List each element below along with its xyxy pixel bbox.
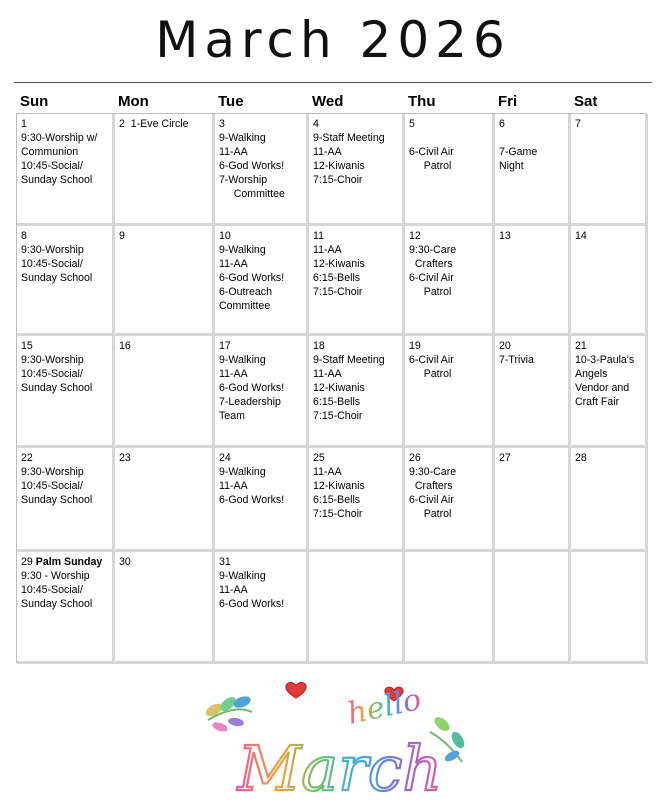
- day-number: 27: [499, 452, 511, 464]
- day-cell-sun: [17, 226, 115, 336]
- event-text: 10:45-Social/: [21, 160, 83, 172]
- event-text: 7:15-Choir: [313, 174, 363, 186]
- day-number: 1: [21, 118, 27, 130]
- title-divider: [14, 82, 652, 83]
- event-text: 6-Outreach: [219, 286, 272, 298]
- event-text: 11-AA: [219, 146, 248, 158]
- day-number: 31: [219, 556, 231, 568]
- heart-icon: [286, 682, 306, 698]
- day-number: 7: [575, 118, 581, 130]
- event-text: 10-3-Paula's: [575, 354, 635, 366]
- event-text: 6-Civil Air: [409, 272, 454, 284]
- event-text: 11-AA: [313, 466, 342, 478]
- event-text: 10:45-Social/: [21, 584, 83, 596]
- event-text: 9:30-Care: [409, 244, 457, 256]
- day-cell-fri: [495, 114, 571, 226]
- event-text: Sunday School: [21, 598, 93, 610]
- day-cell-wed: [309, 226, 405, 336]
- day-cell-wed: [309, 336, 405, 448]
- event-text: 10:45-Social/: [21, 368, 83, 380]
- day-number: 10: [219, 230, 231, 242]
- march-text: March: [237, 732, 443, 805]
- event-text: Angels: [575, 368, 608, 380]
- day-cell-tue: [215, 336, 309, 448]
- day-number: 12: [409, 230, 421, 242]
- weekday-header: [16, 92, 648, 112]
- event-text: 9-Walking: [219, 244, 266, 256]
- day-number: 29: [21, 556, 33, 568]
- day-cell-sat: [571, 226, 648, 336]
- holiday-label: Palm Sunday: [35, 556, 103, 568]
- day-number: 17: [219, 340, 231, 352]
- event-text: 7:15-Choir: [313, 286, 363, 298]
- event-text: 6:15-Bells: [313, 272, 361, 284]
- day-cell-fri: [495, 448, 571, 552]
- page-title: March 2026: [155, 11, 511, 69]
- event-text: 9-Walking: [219, 132, 266, 144]
- weekday-sat: Sat: [574, 93, 598, 110]
- day-cell-thu: [405, 336, 495, 448]
- day-number: 22: [21, 452, 33, 464]
- event-text: Patrol: [409, 286, 452, 298]
- day-number: 14: [575, 230, 587, 242]
- day-cell-mon: [115, 114, 215, 226]
- event-text: 9:30-Worship: [21, 244, 84, 256]
- event-text: 9-Walking: [219, 466, 266, 478]
- day-number: 4: [313, 118, 319, 130]
- day-cell-sun: [17, 552, 115, 664]
- event-text: Sunday School: [21, 272, 93, 284]
- day-cell-thu: [405, 226, 495, 336]
- day-cell-tue: [215, 448, 309, 552]
- hello-text: hello: [344, 682, 425, 732]
- event-text: 6-God Works!: [219, 382, 285, 394]
- day-number: 11: [313, 230, 324, 242]
- day-cell-tue: [215, 114, 309, 226]
- event-text: [409, 131, 492, 145]
- event-text: 6:15-Bells: [313, 494, 361, 506]
- event-text: 11-AA: [219, 368, 248, 380]
- day-cell-thu: [405, 552, 495, 664]
- day-cell-fri: [495, 226, 571, 336]
- weekday-thu: Thu: [408, 93, 436, 110]
- day-cell-thu: [405, 114, 495, 226]
- event-text: 6-Civil Air: [409, 494, 454, 506]
- day-cell-sun: [17, 448, 115, 552]
- event-text: 9-Walking: [219, 570, 266, 582]
- day-number: 8: [21, 230, 27, 242]
- event-text: 10:45-Social/: [21, 480, 83, 492]
- day-cell-fri: [495, 336, 571, 448]
- event-text: 7-Game: [499, 146, 538, 158]
- day-number: 5: [409, 118, 415, 130]
- event-text: 12-Kiwanis: [313, 160, 365, 172]
- event-text: 9:30-Worship: [21, 354, 84, 366]
- event-text: Communion: [21, 146, 79, 158]
- day-cell-mon: [115, 448, 215, 552]
- event-text: 7-Trivia: [499, 354, 534, 366]
- event-text: Night: [499, 160, 524, 172]
- event-text: Crafters: [409, 258, 453, 270]
- event-text: 10:45-Social/: [21, 258, 83, 270]
- day-cell-sat: [571, 448, 648, 552]
- day-cell-wed: [309, 448, 405, 552]
- event-text: Committee: [219, 188, 285, 200]
- event-text: 9:30 - Worship: [21, 570, 90, 582]
- day-number: [409, 556, 412, 568]
- event-text: Team: [219, 410, 245, 422]
- day-cell-wed: [309, 114, 405, 226]
- event-text: 9:30-Worship: [21, 466, 84, 478]
- event-text: 6-God Works!: [219, 160, 285, 172]
- day-number: 19: [409, 340, 421, 352]
- event-text: 9-Staff Meeting: [313, 132, 385, 144]
- event-text: Committee: [219, 300, 271, 312]
- event-text: 9:30-Care: [409, 466, 457, 478]
- day-number: 16: [119, 340, 131, 352]
- event-text: 6-God Works!: [219, 598, 285, 610]
- event-text: 12-Kiwanis: [313, 382, 365, 394]
- event-text: 6:15-Bells: [313, 396, 361, 408]
- event-text: 11-AA: [219, 480, 248, 492]
- day-cell-mon: [115, 336, 215, 448]
- hello-march-artwork: [190, 672, 480, 807]
- event-text: 7-Leadership: [219, 396, 281, 408]
- event-text: 11-AA: [219, 584, 248, 596]
- day-number: 2: [119, 118, 125, 130]
- event-text: 11-AA: [313, 244, 342, 256]
- event-text: Patrol: [409, 508, 452, 520]
- event-text: 6-Civil Air: [409, 354, 454, 366]
- day-cell-fri: [495, 552, 571, 664]
- day-cell-wed: [309, 552, 405, 664]
- event-text: Sunday School: [21, 174, 93, 186]
- day-number: [313, 556, 316, 568]
- day-cell-sun: [17, 336, 115, 448]
- day-cell-mon: [115, 226, 215, 336]
- event-text: Patrol: [409, 160, 452, 172]
- day-cell-sat: [571, 336, 648, 448]
- event-text: Sunday School: [21, 494, 93, 506]
- day-number: [575, 556, 578, 568]
- day-number: 24: [219, 452, 231, 464]
- day-number: 30: [119, 556, 131, 568]
- event-text: Crafters: [409, 480, 453, 492]
- day-number: 6: [499, 118, 505, 130]
- leaf-sprig-left-icon: [204, 694, 252, 733]
- day-number: 26: [409, 452, 421, 464]
- calendar-grid: [16, 113, 647, 663]
- day-cell-thu: [405, 448, 495, 552]
- event-text: 7:15-Choir: [313, 508, 363, 520]
- weekday-tue: Tue: [218, 93, 244, 110]
- day-cell-tue: [215, 552, 309, 664]
- weekday-sun: Sun: [20, 93, 49, 110]
- event-text: 11-AA: [313, 146, 342, 158]
- event-text: 7-Worship: [219, 174, 268, 186]
- day-number: 18: [313, 340, 325, 352]
- day-number: 9: [119, 230, 125, 242]
- event-text: 9-Walking: [219, 354, 266, 366]
- day-number: 20: [499, 340, 511, 352]
- weekday-fri: Fri: [498, 93, 518, 110]
- event-text: 7:15-Choir: [313, 410, 363, 422]
- event-text: Craft Fair: [575, 396, 620, 408]
- day-cell-mon: [115, 552, 215, 664]
- day-number: [499, 556, 502, 568]
- event-text: 11-AA: [219, 258, 248, 270]
- day-number: 25: [313, 452, 325, 464]
- event-text: Vendor and: [575, 382, 630, 394]
- event-text: 12-Kiwanis: [313, 258, 365, 270]
- weekday-mon: Mon: [118, 93, 149, 110]
- event-text: 6-God Works!: [219, 272, 285, 284]
- day-cell-tue: [215, 226, 309, 336]
- event-text: 12-Kiwanis: [313, 480, 365, 492]
- event-text: [499, 131, 568, 145]
- event-text: 1-Eve Circle: [130, 118, 189, 130]
- day-number: 23: [119, 452, 131, 464]
- weekday-wed: Wed: [312, 93, 344, 110]
- event-text: 9:30-Worship w/: [21, 132, 98, 144]
- day-number: 13: [499, 230, 511, 242]
- day-cell-sun: [17, 114, 115, 226]
- event-text: Sunday School: [21, 382, 93, 394]
- day-number: 15: [21, 340, 33, 352]
- day-number: 21: [575, 340, 587, 352]
- event-text: Patrol: [409, 368, 452, 380]
- day-cell-sat: [571, 114, 648, 226]
- day-number: 28: [575, 452, 587, 464]
- event-text: 6-Civil Air: [409, 146, 454, 158]
- day-cell-sat: [571, 552, 648, 664]
- day-number: 3: [219, 118, 225, 130]
- event-text: 9-Staff Meeting: [313, 354, 385, 366]
- event-text: 11-AA: [313, 368, 342, 380]
- event-text: 6-God Works!: [219, 494, 285, 506]
